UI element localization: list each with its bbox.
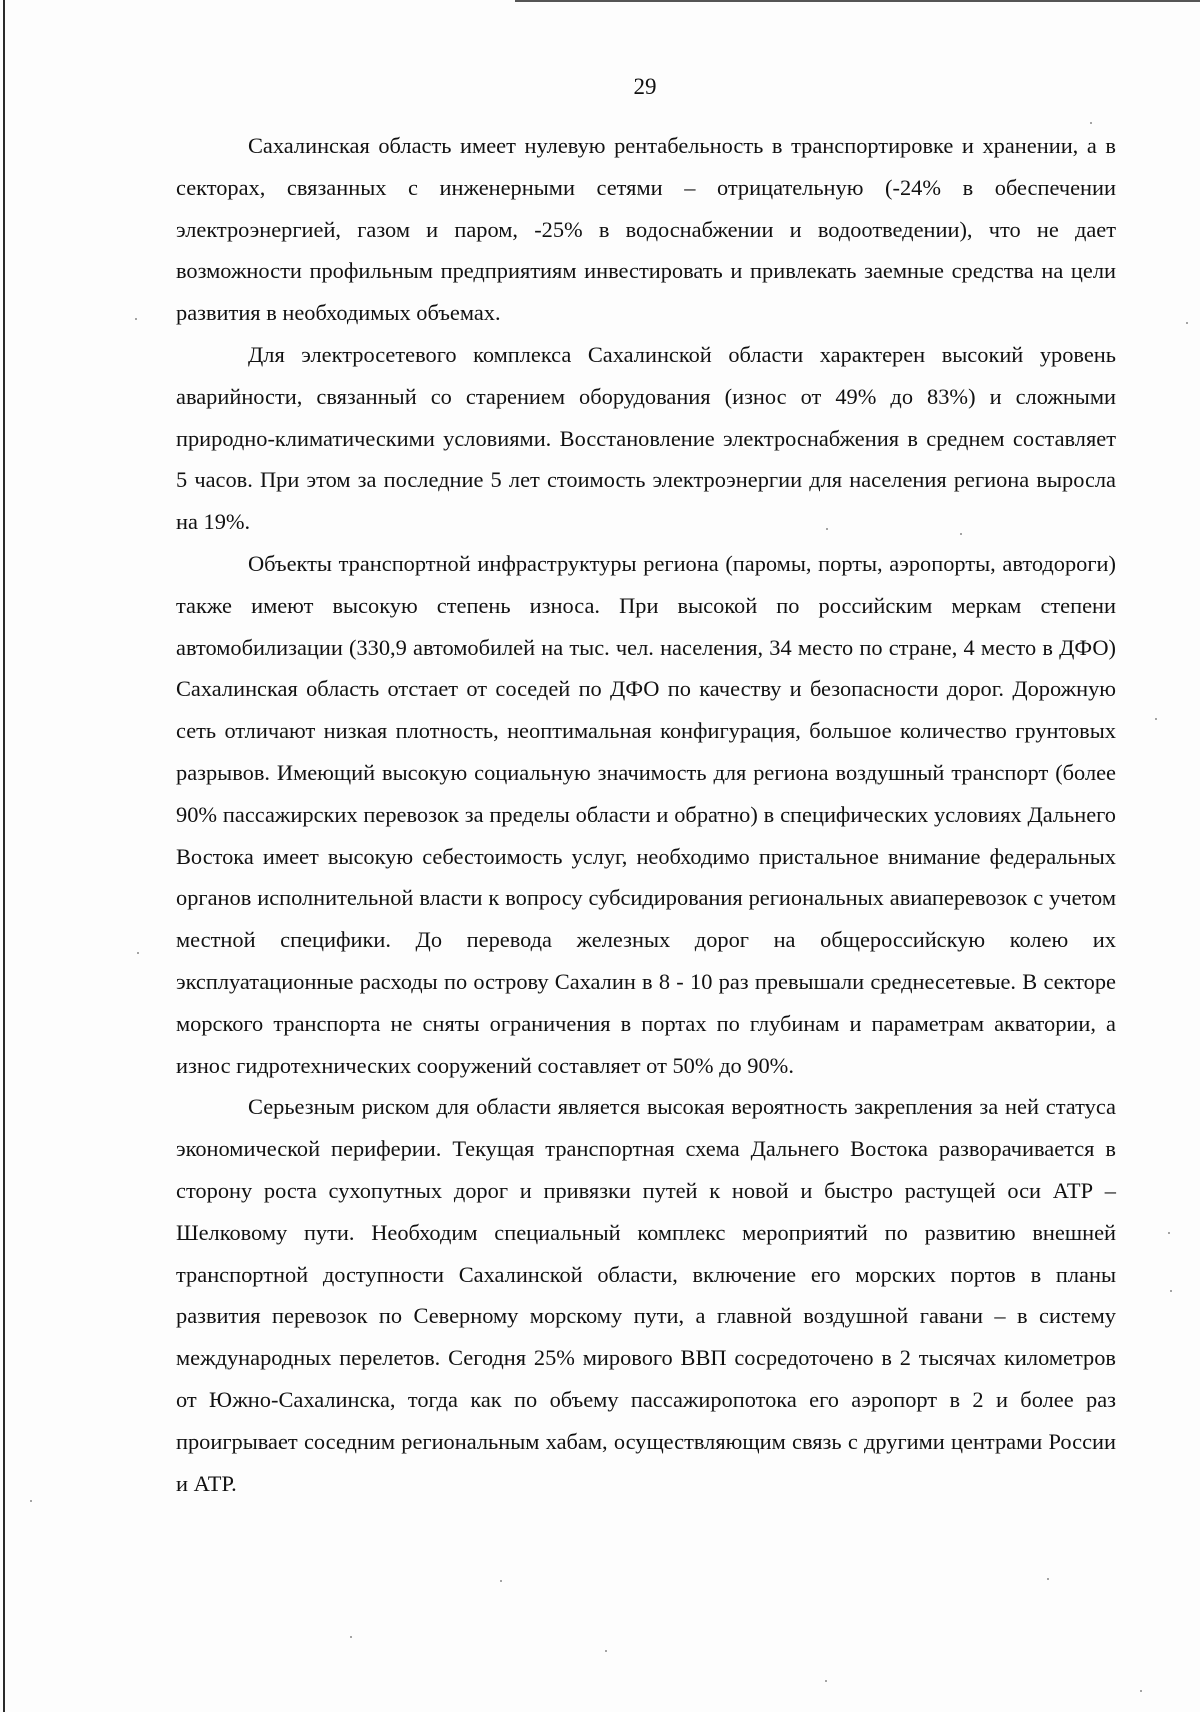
scan-speck [826, 528, 828, 530]
paragraph: Объекты транспортной инфраструктуры региона (паромы, порты, аэропорты, автодороги) также имеют высокую степень износа. При высокой по российским меркам степени автомобилизации (330,9 автомобилей на тыс. чел. населения, 34 место по стране, 4 место в ДФО) Сахалинская область отстает от соседей по ДФО по качеству и безопасности дорог. Дорожную сеть отличают низкая плотность, неоптимальная конфигурация, большое количество грунтовых разрывов. Имеющий высокую социальную значимость для региона воздушный транспорт (более 90% пассажирских перевозок за пределы области и обратно) в специфических условиях Дальнего Востока имеет высокую себестоимость услуг, необходимо пристальное внимание федеральных органов исполнительной власти к вопросу субсидирования региональных авиаперевозок с учетом местной специфики. До перевода железных дорог на общероссийскую колею их эксплуатационные расходы по острову Сахалин в 8 - 10 раз превышали среднесетевые. В секторе морского транспорта не сняты ограничения в портах по глубинам и параметрам акватории, а износ гидротехнических сооружений составляет от 50% до 90%. [176, 550, 1116, 1078]
scan-speck [1090, 122, 1092, 124]
scan-speck [500, 1580, 502, 1582]
scan-edge-left [3, 0, 5, 1712]
scan-speck [960, 533, 962, 535]
scan-speck [137, 952, 139, 954]
scan-speck [1155, 718, 1157, 720]
scan-speck [30, 1500, 32, 1502]
scan-speck [350, 1636, 352, 1638]
scan-speck [1168, 1232, 1170, 1234]
scan-speck [1186, 322, 1188, 324]
scan-speck [605, 1650, 607, 1652]
scan-speck [825, 1680, 827, 1682]
body-text [176, 125, 1116, 1504]
scan-speck [1047, 1578, 1049, 1580]
scan-speck [1140, 1690, 1142, 1692]
paragraph: Для электросетевого комплекса Сахалинской области характерен высокий уровень аварийности, связанный со старением оборудования (износ от 49% до 83%) и сложными природно-климатическими условиями. Восстановление электроснабжения в среднем составляет 5 часов. При этом за последние 5 лет стоимость электроэнергии для населения региона выросла на 19%. [176, 341, 1116, 535]
scan-speck [135, 318, 137, 320]
scan-edge-top [515, 0, 1200, 2]
paragraph: Серьезным риском для области является высокая вероятность закрепления за ней статуса экономической периферии. Текущая транспортная схема Дальнего Востока разворачивается в сторону роста сухопутных дорог и привязки путей к новой и быстро растущей оси АТР – Шелковому пути. Необходим специальный комплекс мероприятий по развитию внешней транспортной доступности Сахалинской области, включение его морских портов в планы развития перевозок по Северному морскому пути, а главной воздушной гавани – в систему международных перелетов. Сегодня 25% мирового ВВП сосредоточено в 2 тысячах километров от Южно-Сахалинска, тогда как по объему пассажиропотока его аэропорт в 2 и более раз проигрывает соседним региональным хабам, осуществляющим связь с другими центрами России и АТР. [176, 1094, 1116, 1496]
scan-speck [1170, 1290, 1172, 1292]
page-number: 29 [633, 74, 657, 99]
paragraph: Сахалинская область имеет нулевую рентабельность в транспортировке и хранении, а в секторах, связанных с инженерными сетями – отрицательную (-24% в обеспечении электроэнергией, газом и паром, -25% в водоснабжении и водоотведении), что не дает возможности профильным предприятиям инвестировать и привлекать заемные средства на цели развития в необходимых объемах. [176, 133, 1116, 326]
